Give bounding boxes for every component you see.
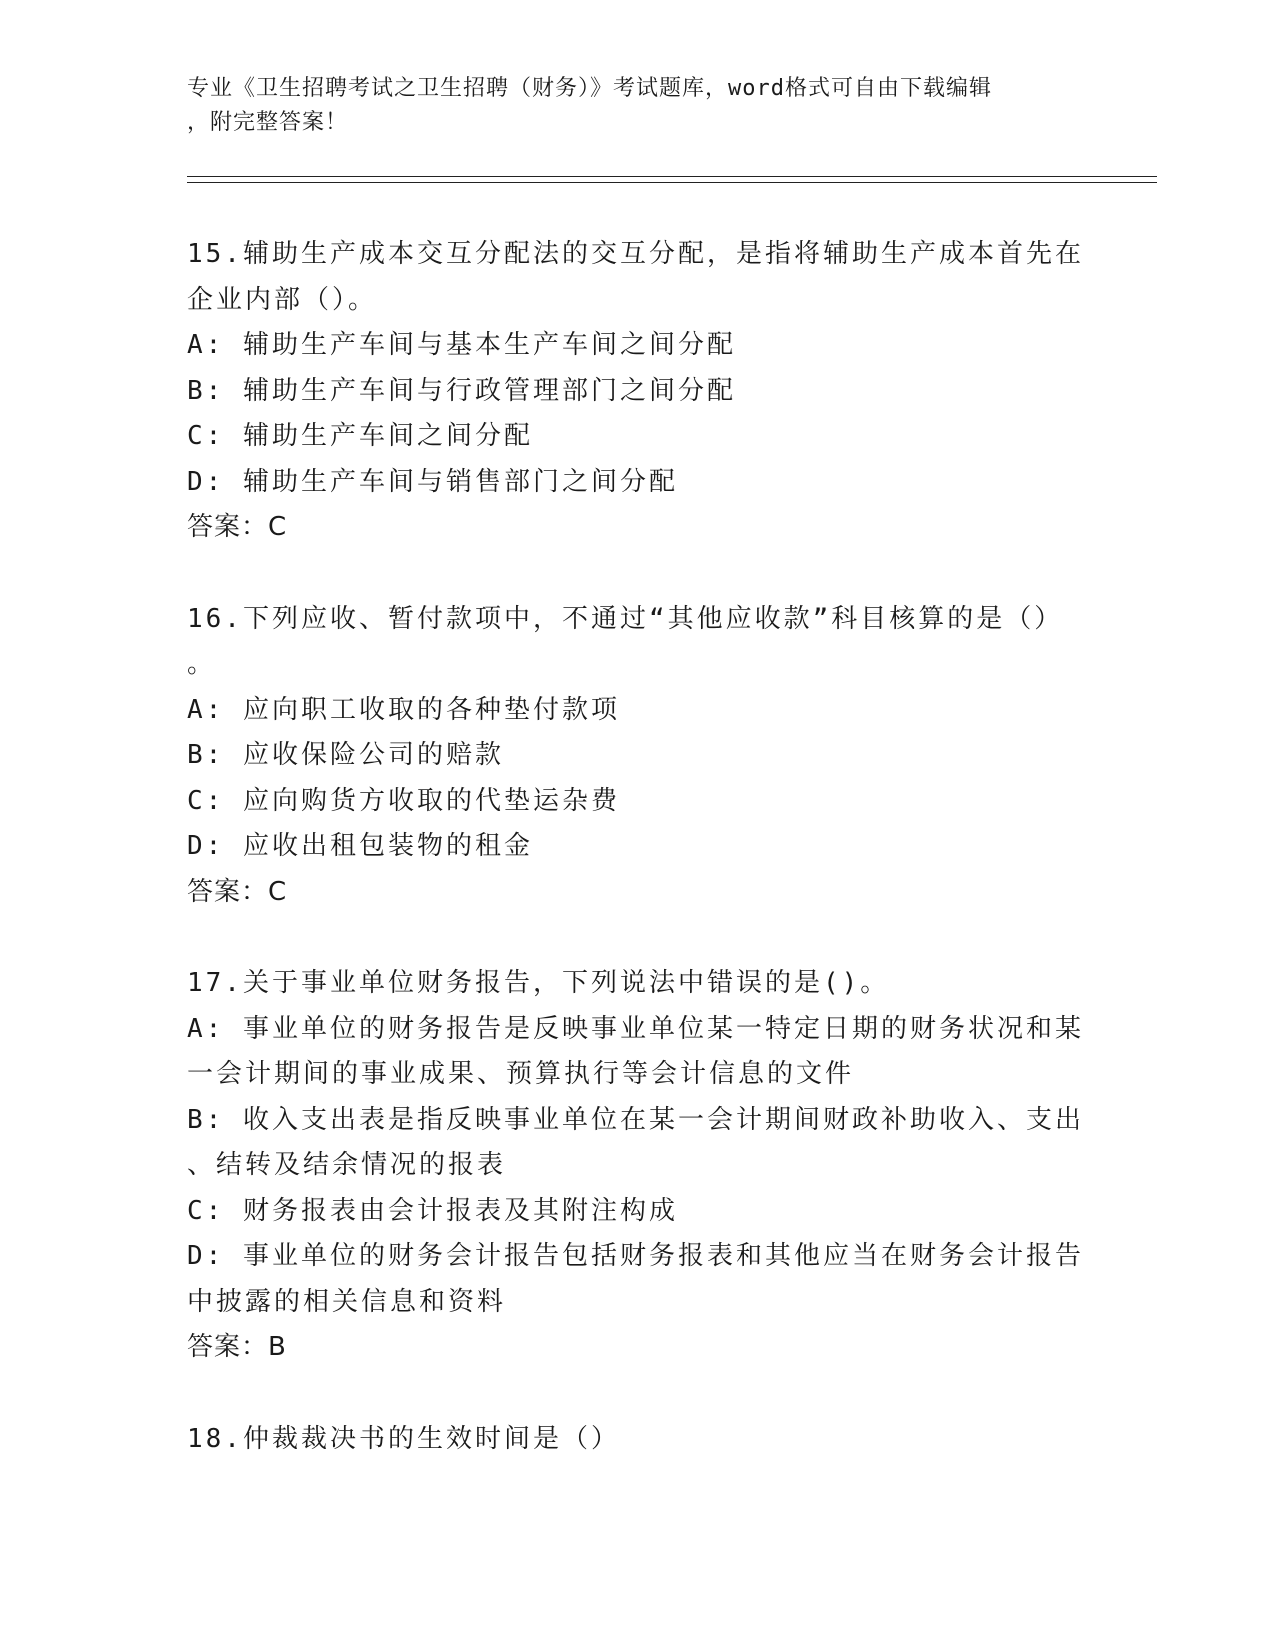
option-a: A: 事业单位的财务报告是反映事业单位某一特定日期的财务状况和某 bbox=[187, 1013, 1084, 1044]
question-stem-line: 企业内部（）。 bbox=[187, 284, 378, 315]
answer-label: 答案：B bbox=[187, 1332, 287, 1362]
answer-label: 答案：C bbox=[187, 876, 288, 907]
option-a: A: 辅助生产车间与基本生产车间之间分配 bbox=[187, 330, 736, 360]
option-a-continued: 一会计期间的事业成果、预算执行等会计信息的文件 bbox=[187, 1059, 855, 1089]
question-stem-line: 18.仲裁裁决书的生效时间是（） bbox=[187, 1423, 620, 1454]
option-d: D: 应收出租包装物的租金 bbox=[187, 831, 533, 861]
header-line-1: 专业《卫生招聘考试之卫生招聘（财务）》考试题库，word格式可自由下载编辑 bbox=[187, 76, 992, 101]
option-c: C: 财务报表由会计报表及其附注构成 bbox=[187, 1195, 678, 1226]
option-c: C: 辅助生产车间之间分配 bbox=[187, 421, 533, 451]
option-d: D: 辅助生产车间与销售部门之间分配 bbox=[187, 466, 678, 497]
option-b: B: 应收保险公司的赔款 bbox=[187, 740, 504, 770]
question-stem-line: 15.辅助生产成本交互分配法的交互分配，是指将辅助生产成本首先在 bbox=[187, 239, 1084, 269]
option-b-continued: 、结转及结余情况的报表 bbox=[187, 1150, 507, 1180]
option-d: D: 事业单位的财务会计报告包括财务报表和其他应当在财务会计报告 bbox=[187, 1241, 1084, 1271]
question-16 bbox=[187, 597, 1087, 916]
option-d-continued: 中披露的相关信息和资料 bbox=[187, 1286, 507, 1317]
question-list bbox=[187, 232, 1087, 1508]
question-18 bbox=[187, 1417, 1087, 1463]
header-line-2: ，附完整答案！ bbox=[187, 110, 349, 135]
option-a: A: 应向职工收取的各种垫付款项 bbox=[187, 694, 620, 725]
question-17 bbox=[187, 961, 1087, 1371]
question-stem-line: 17.关于事业单位财务报告，下列说法中错误的是()。 bbox=[187, 968, 890, 998]
option-b: B: 收入支出表是指反映事业单位在某一会计期间财政补助收入、支出 bbox=[187, 1104, 1084, 1135]
header-divider bbox=[187, 176, 1157, 183]
document-header bbox=[187, 72, 1087, 140]
question-stem-line: 。 bbox=[187, 649, 217, 679]
question-15 bbox=[187, 232, 1087, 551]
answer-label: 答案：C bbox=[187, 512, 288, 542]
option-c: C: 应向购货方收取的代垫运杂费 bbox=[187, 785, 620, 816]
question-stem-line: 16.下列应收、暂付款项中，不通过“其他应收款”科目核算的是（） bbox=[187, 603, 1064, 634]
option-b: B: 辅助生产车间与行政管理部门之间分配 bbox=[187, 375, 736, 406]
